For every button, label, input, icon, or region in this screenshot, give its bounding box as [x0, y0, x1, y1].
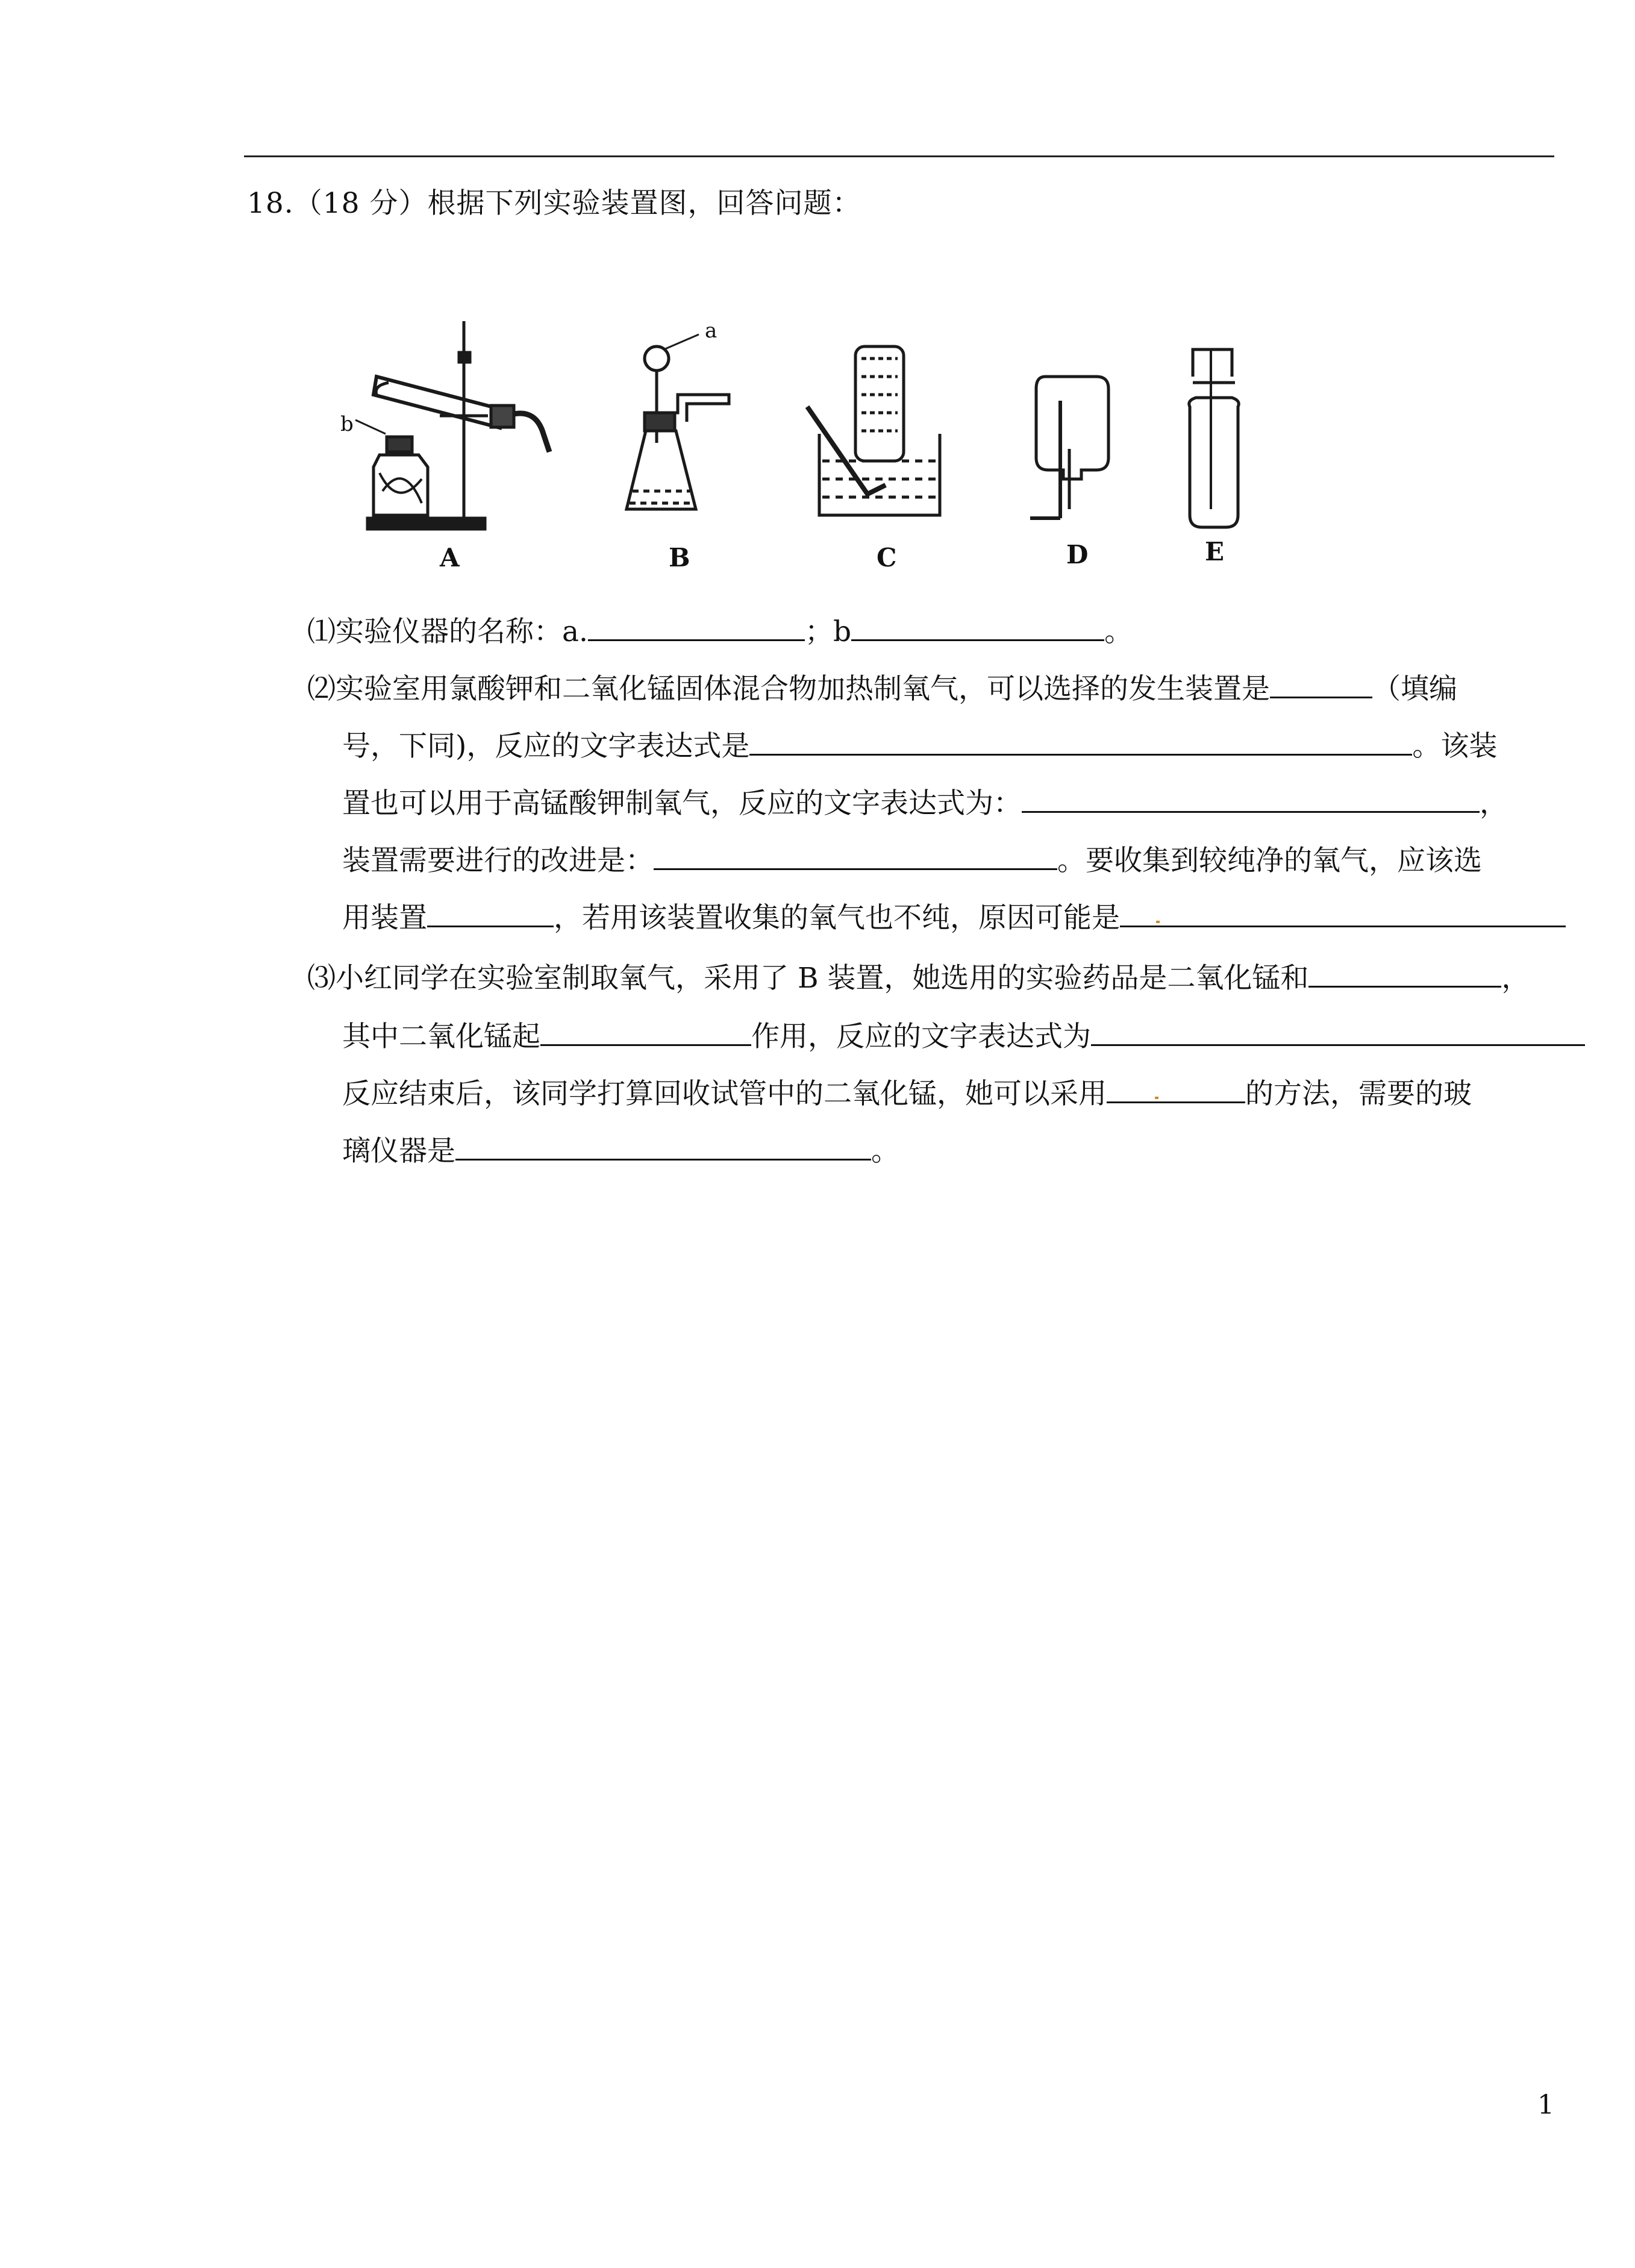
- apparatus-figure: [319, 310, 1343, 575]
- page-number: 1: [1537, 2090, 1554, 2120]
- label-e: E: [1205, 537, 1225, 566]
- part-label-a: a: [705, 319, 717, 343]
- blank-generator[interactable]: [1270, 669, 1372, 698]
- blank-a[interactable]: [588, 612, 805, 641]
- blank-role[interactable]: [540, 1017, 751, 1046]
- q2-line-1: ⑵实验室用氯酸钾和二氧化锰固体混合物加热制氧气，可以选择的发生装置是 （填编: [307, 669, 1457, 707]
- blank-impure-reason[interactable]: [1120, 898, 1566, 927]
- blank-improvement[interactable]: [654, 841, 1057, 870]
- q2-line-5: 用装置 ，若用该装置收集的氧气也不纯，原因可能是: [342, 898, 1566, 936]
- label-d: D: [1066, 540, 1089, 569]
- q3-line-1: ⑶小红同学在实验室制取氧气，采用了 B 装置，她选用的实验药品是二氧化锰和 ，: [307, 958, 1530, 997]
- part-label-b: b: [340, 412, 354, 436]
- blank-kclo3-equation[interactable]: [749, 726, 1412, 756]
- q2-line-4: 装置需要进行的改进是： 。要收集到较纯净的氧气，应该选: [342, 841, 1482, 879]
- label-a: A: [440, 543, 460, 572]
- q3-line-3: 反应结束后，该同学打算回收试管中的二氧化锰，她可以采用 的方法，需要的玻: [342, 1074, 1472, 1112]
- blank-collector[interactable]: [427, 898, 554, 927]
- blank-b[interactable]: [851, 612, 1104, 641]
- blank-h2o2-equation[interactable]: [1091, 1017, 1585, 1046]
- header-rule: [244, 155, 1554, 157]
- q3-line-2: 其中二氧化锰起 作用，反应的文字表达式为: [342, 1017, 1585, 1055]
- q2-line-2: 号，下同)，反应的文字表达式是 。该装: [342, 726, 1497, 765]
- blank-reagent[interactable]: [1308, 958, 1501, 988]
- apparatus-d: [1030, 377, 1108, 518]
- apparatus-a: [355, 321, 549, 529]
- question-heading: 18.（18 分）根据下列实验装置图，回答问题：: [247, 187, 861, 220]
- mark-dot: [1156, 921, 1160, 923]
- apparatus-e: [1189, 349, 1239, 527]
- mark-dot: [1155, 1097, 1158, 1099]
- q2-line-3: 置也可以用于高锰酸钾制氧气，反应的文字表达式为： ，: [342, 783, 1508, 822]
- apparatus-b: [627, 334, 729, 509]
- blank-glassware[interactable]: [455, 1131, 871, 1161]
- label-c: C: [877, 543, 897, 572]
- q1-line: ⑴实验仪器的名称：a. ；b 。: [307, 612, 1133, 650]
- q3-line-4: 璃仪器是 。: [342, 1131, 899, 1170]
- blank-method[interactable]: [1107, 1074, 1245, 1103]
- apparatus-c: [807, 346, 940, 515]
- blank-kmno4-equation[interactable]: [1022, 783, 1480, 813]
- label-b: B: [669, 543, 690, 572]
